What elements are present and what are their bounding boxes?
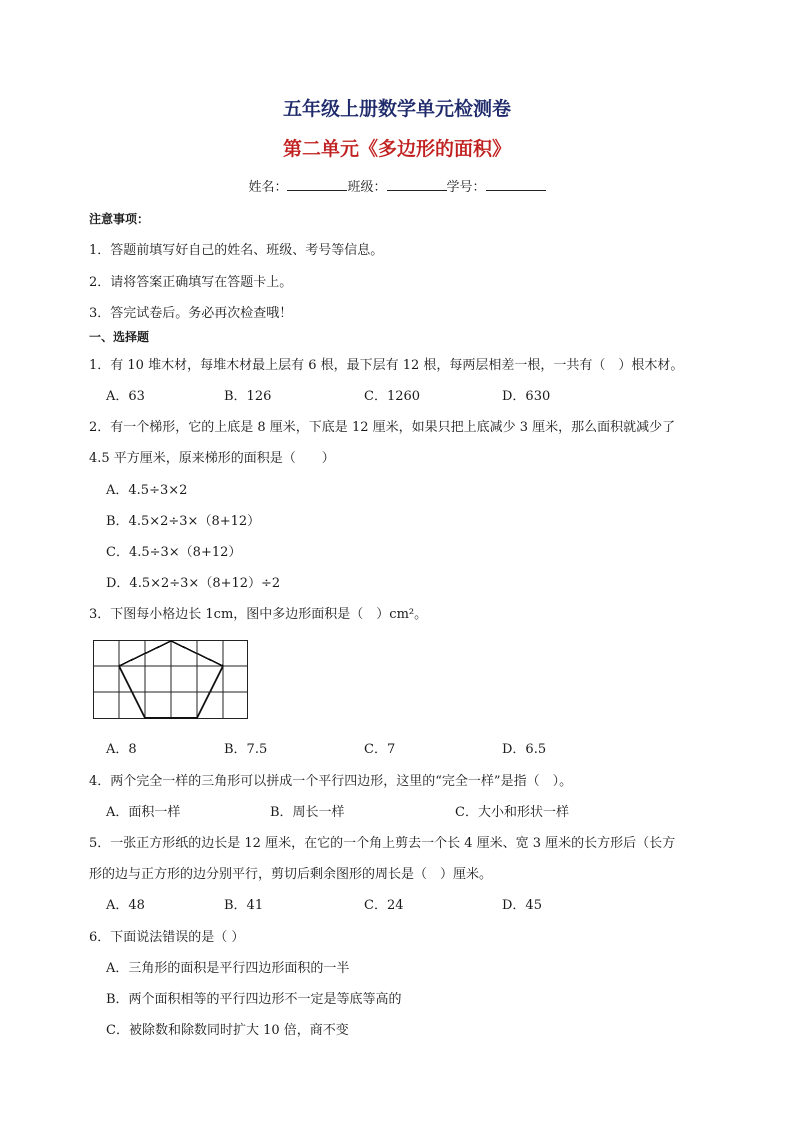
note-item: 1．答题前填写好自己的姓名、班级、考号等信息。: [89, 243, 384, 258]
question-5-text-line2: 形的边与正方形的边分别平行，剪切后剩余图形的周长是（ ）厘米。: [89, 867, 493, 882]
q5-option-b[interactable]: B．41: [224, 898, 264, 913]
q4-option-a[interactable]: A．面积一样: [106, 805, 181, 820]
q5-option-a[interactable]: A．48: [106, 898, 145, 913]
q2-option-d[interactable]: D．4.5×2÷3×（8+12）÷2: [106, 576, 281, 591]
q6-option-b[interactable]: B．两个面积相等的平行四边形不一定是等底等高的: [106, 992, 402, 1007]
q5-option-c[interactable]: C．24: [364, 898, 404, 913]
q1-option-d[interactable]: D．630: [502, 389, 551, 404]
id-blank[interactable]: [486, 178, 546, 191]
unit-title: 第二单元《多边形的面积》: [282, 138, 511, 160]
q2-option-a[interactable]: A．4.5÷3×2: [106, 483, 188, 498]
q1-option-c[interactable]: C．1260: [364, 389, 421, 404]
student-info-line: [0, 176, 794, 195]
section-heading: 一、选择题: [89, 330, 150, 344]
question-5-text-line1: 5．一张正方形纸的边长是 12 厘米，在它的一个角上剪去一个长 4 厘米、宽 3 厘米的长方形后（长方: [89, 836, 676, 851]
q2-option-b[interactable]: B．4.5×2÷3×（8+12）: [106, 514, 261, 529]
question-1-text: 1．有 10 堆木材，每堆木材最上层有 6 根，最下层有 12 根，每两层相差一根，一共有（ ）根木材。: [89, 358, 684, 373]
name-label: 姓名：: [248, 180, 288, 195]
polygon-grid-figure: [93, 640, 249, 720]
question-6-text: 6．下面说法错误的是（ ）: [89, 930, 245, 945]
note-item: 3．答完试卷后。务必再次检查哦！: [89, 306, 293, 321]
q3-option-a[interactable]: A．8: [106, 742, 137, 757]
class-blank[interactable]: [387, 178, 447, 191]
note-item: 2．请将答案正确填写在答题卡上。: [89, 275, 293, 290]
id-label: 学号：: [446, 180, 486, 195]
q2-option-c[interactable]: C．4.5÷3×（8+12）: [106, 545, 242, 560]
q1-option-b[interactable]: B．126: [224, 389, 272, 404]
question-2-text-line1: 2．有一个梯形，它的上底是 8 厘米，下底是 12 厘米，如果只把上底减少 3 厘米，那么面积就减少了: [89, 420, 676, 435]
question-3-text: 3．下图每小格边长 1cm，图中多边形面积是（ ）cm²。: [89, 607, 428, 622]
q3-option-c[interactable]: C．7: [364, 742, 396, 757]
notes-heading: 注意事项：: [89, 212, 150, 226]
q3-option-b[interactable]: B．7.5: [224, 742, 268, 757]
name-blank[interactable]: [287, 178, 347, 191]
exam-title: 五年级上册数学单元检测卷: [282, 98, 511, 120]
question-2-text-line2: 4.5 平方厘米，原来梯形的面积是（ ）: [89, 451, 335, 466]
class-label: 班级：: [347, 180, 387, 195]
q6-option-c[interactable]: C．被除数和除数同时扩大 10 倍，商不变: [106, 1023, 349, 1038]
q5-option-d[interactable]: D．45: [502, 898, 542, 913]
q1-option-a[interactable]: A．63: [106, 389, 145, 404]
question-4-text: 4．两个完全一样的三角形可以拼成一个平行四边形，这里的“完全一样”是指（ ）。: [89, 774, 573, 789]
q4-option-c[interactable]: C．大小和形状一样: [455, 805, 569, 820]
q4-option-b[interactable]: B．周长一样: [270, 805, 345, 820]
q3-option-d[interactable]: D．6.5: [502, 742, 547, 757]
q6-option-a[interactable]: A．三角形的面积是平行四边形面积的一半: [106, 961, 350, 976]
